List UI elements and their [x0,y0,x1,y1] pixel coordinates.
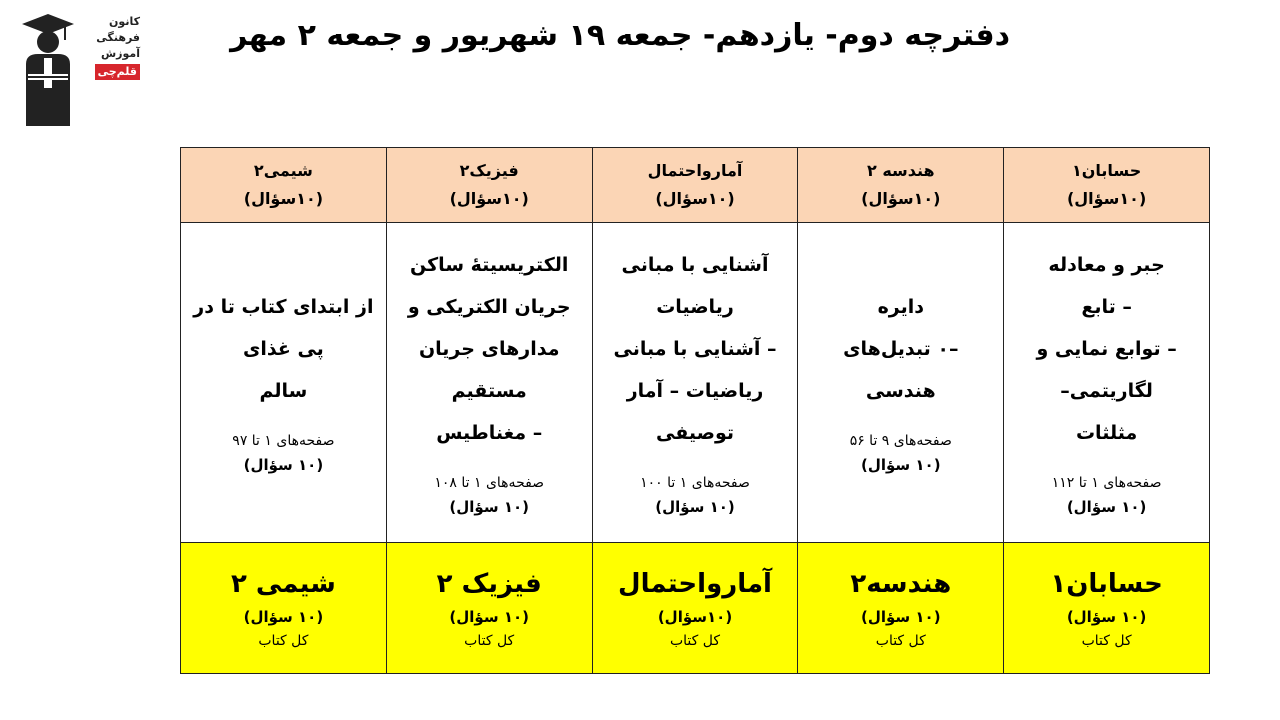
header-row [181,148,1210,223]
topic-lines: آشنایی با مبانی ریاضیات – آشنایی با مبانی ریاضیات – آمار توصیفی [613,254,777,445]
header-cell: حسابان۱ (۱۰سؤال) [1004,148,1210,223]
pages-range: صفحه‌های ۱ تا ۹۷ [232,433,335,450]
footer-cell: شیمی ۲ (۱۰ سؤال) کل کتاب [181,542,387,673]
footer-cell: آمارواحتمال (۱۰سؤال) کل کتاب [592,542,798,673]
topic-cell [798,223,1004,543]
topic-lines: جبر و معادله – تابع – توابع نمایی و لگاریتمی– مثلثات [1036,254,1177,445]
footer-cell: فیزیک ۲ (۱۰ سؤال) کل کتاب [386,542,592,673]
topics-row [181,223,1210,543]
pages-range: صفحه‌های ۱ تا ۱۱۲ [1051,475,1162,492]
topic-cell [592,223,798,543]
logo-text [84,14,140,80]
topic-lines: الکتریسیتهٔ ساکن جریان الکتریکی و مدارهای جریان مستقیم – مغناطیس [407,254,571,445]
logo-line: آموزش [101,47,140,60]
topic-cell [181,223,387,543]
question-count: (۱۰ سؤال) [1066,498,1147,517]
question-count: (۱۰ سؤال) [243,456,324,475]
pages-range: صفحه‌های ۹ تا ۵۶ [849,433,952,450]
header-cell: شیمی۲ (۱۰سؤال) [181,148,387,223]
footer-row [181,542,1210,673]
logo [18,14,140,126]
logo-line: کانون [109,15,140,28]
footer-cell: هندسه۲ (۱۰ سؤال) کل کتاب [798,542,1004,673]
topic-lines: دایره –۰ تبدیل‌های هندسی [843,296,959,403]
page-title: دفترچه دوم- یازدهم- جمعه ۱۹ شهریور و جمعه ۲ مهر [230,18,1010,53]
question-count: (۱۰ سؤال) [655,498,735,517]
header-cell: هندسه ۲ (۱۰سؤال) [798,148,1004,223]
topic-lines: از ابتدای کتاب تا در پی غذای سالم [193,296,374,403]
question-count: (۱۰ سؤال) [861,456,941,475]
logo-brand: قلم‌چی [95,64,140,80]
topic-cell [386,223,592,543]
pages-range: صفحه‌های ۱ تا ۱۰۸ [434,475,545,492]
logo-line: فرهنگی [96,31,140,44]
graduate-icon [18,14,78,126]
pages-range: صفحه‌های ۱ تا ۱۰۰ [640,475,750,492]
footer-cell: حسابان۱ (۱۰ سؤال) کل کتاب [1004,542,1210,673]
header-cell: فیزیک۲ (۱۰سؤال) [386,148,592,223]
topic-cell [1004,223,1210,543]
question-count: (۱۰ سؤال) [449,498,529,517]
schedule-table [180,147,1210,674]
header-cell: آمارواحتمال (۱۰سؤال) [592,148,798,223]
